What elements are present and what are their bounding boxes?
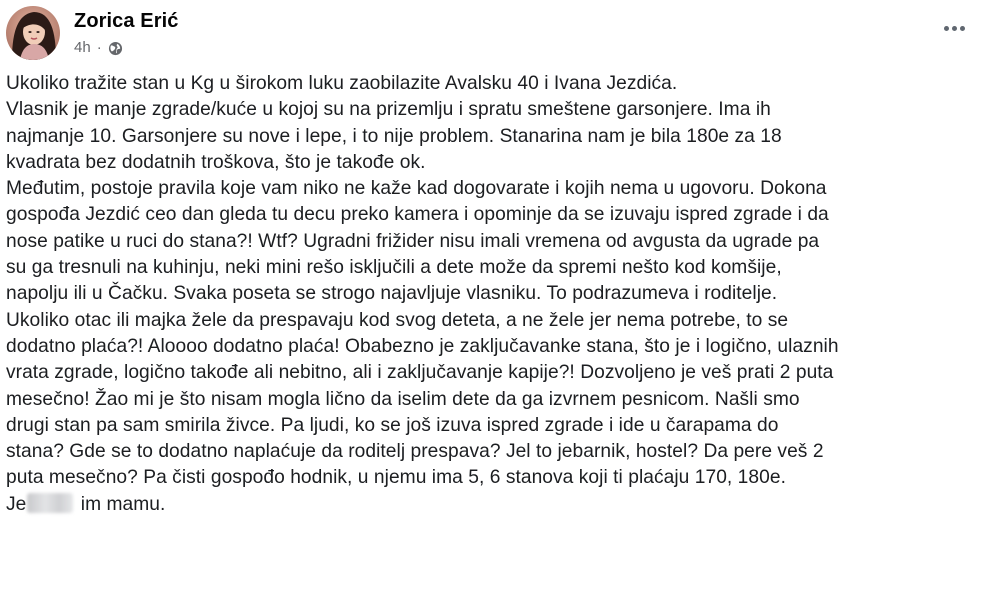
avatar-image [6, 6, 60, 60]
post-text-last-line [6, 492, 991, 518]
post-text-line: nose patike u ruci do stana?! Wtf? Ugradni frižider nisu imali vremena od avgusta da ugrade pa [6, 230, 820, 252]
post-text-line: Ukoliko otac ili majka žele da prespavaju kod svog deteta, a ne žele jer nema potrebe, to se [6, 309, 789, 331]
more-options-button[interactable] [936, 14, 972, 42]
post-text-line: vrata zgrade, logično takođe ali nebitno, ali i zaključavanje kapije?! Dozvoljeno je veš prati 2 puta [6, 362, 834, 384]
post-body [6, 71, 991, 518]
author-name[interactable]: Zorica Erić [74, 10, 179, 32]
post-text-line: stana? Gde se to dodatno naplaćuje da roditelj prespava? Jel to jebarnik, hostel? Da pere veš 2 [6, 441, 824, 463]
more-dot-icon [944, 26, 949, 31]
post-timestamp[interactable]: 4h [74, 39, 91, 56]
post-text-line: napolju ili u Čačku. Svaka poseta se strogo najavljuje vlasniku. To podrazumeva i roditelje. [6, 283, 778, 305]
post-header [6, 4, 178, 62]
last-line-end: im mamu. [75, 493, 166, 515]
post-text-line: Ukoliko tražite stan u Kg u širokom luku zaobilazite Avalsku 40 i Ivana Jezdića. [6, 73, 678, 94]
post-text-line: su ga tresnuli na kuhinju, neki mini rešo isključili a dete može da spremi nešto kod komšije, [6, 257, 782, 279]
post-text-line: kvadrata bez dodatnih troškova, što je takođe ok. [6, 151, 426, 173]
post-text-line: puta mesečno? Pa čisti gospođo hodnik, u njemu ima 5, 6 stanova koji ti plaćaju 170, 180e. [6, 467, 786, 489]
post-text-line: gospođa Jezdić ceo dan gleda tu decu preko kamera i opominje da se izuvaju ispred zgrade i da [6, 204, 829, 226]
post-text-line: mesečno! Žao mi je što nisam mogla lično da iselim dete da ga izvrnem pesnicom. Našli smo [6, 388, 800, 410]
separator-dot: · [96, 39, 102, 56]
post-text-line: najmanje 10. Garsonjere su nove i lepe, i to nije problem. Stanarina nam je bila 180e za 18 [6, 125, 782, 147]
post-text-line: Međutim, postoje pravila koje vam niko ne kaže kad dogovarate i kojih nema u ugovoru. Dokona [6, 178, 827, 200]
post-text-line: Vlasnik je manje zgrade/kuće u kojoj su na prizemlju i spratu smeštene garsonjere. Ima ih [6, 99, 771, 121]
post-text-line: drugi stan pa sam smirila živce. Pa ljudi, ko se još izuva ispred zgrade i ide u čarapama do [6, 414, 779, 436]
post-subline [74, 39, 178, 57]
more-dot-icon [952, 26, 957, 31]
globe-icon[interactable] [108, 41, 123, 56]
post-meta [74, 9, 178, 57]
more-dot-icon [960, 26, 965, 31]
last-line-start: Je [6, 493, 27, 515]
censor-blur [27, 493, 73, 513]
author-avatar[interactable] [6, 6, 60, 60]
post-text-line: dodatno plaća?! Aloooo dodatno plaća! Obabezno je zaključavanke stana, što je i logično, ulaznih [6, 335, 839, 357]
